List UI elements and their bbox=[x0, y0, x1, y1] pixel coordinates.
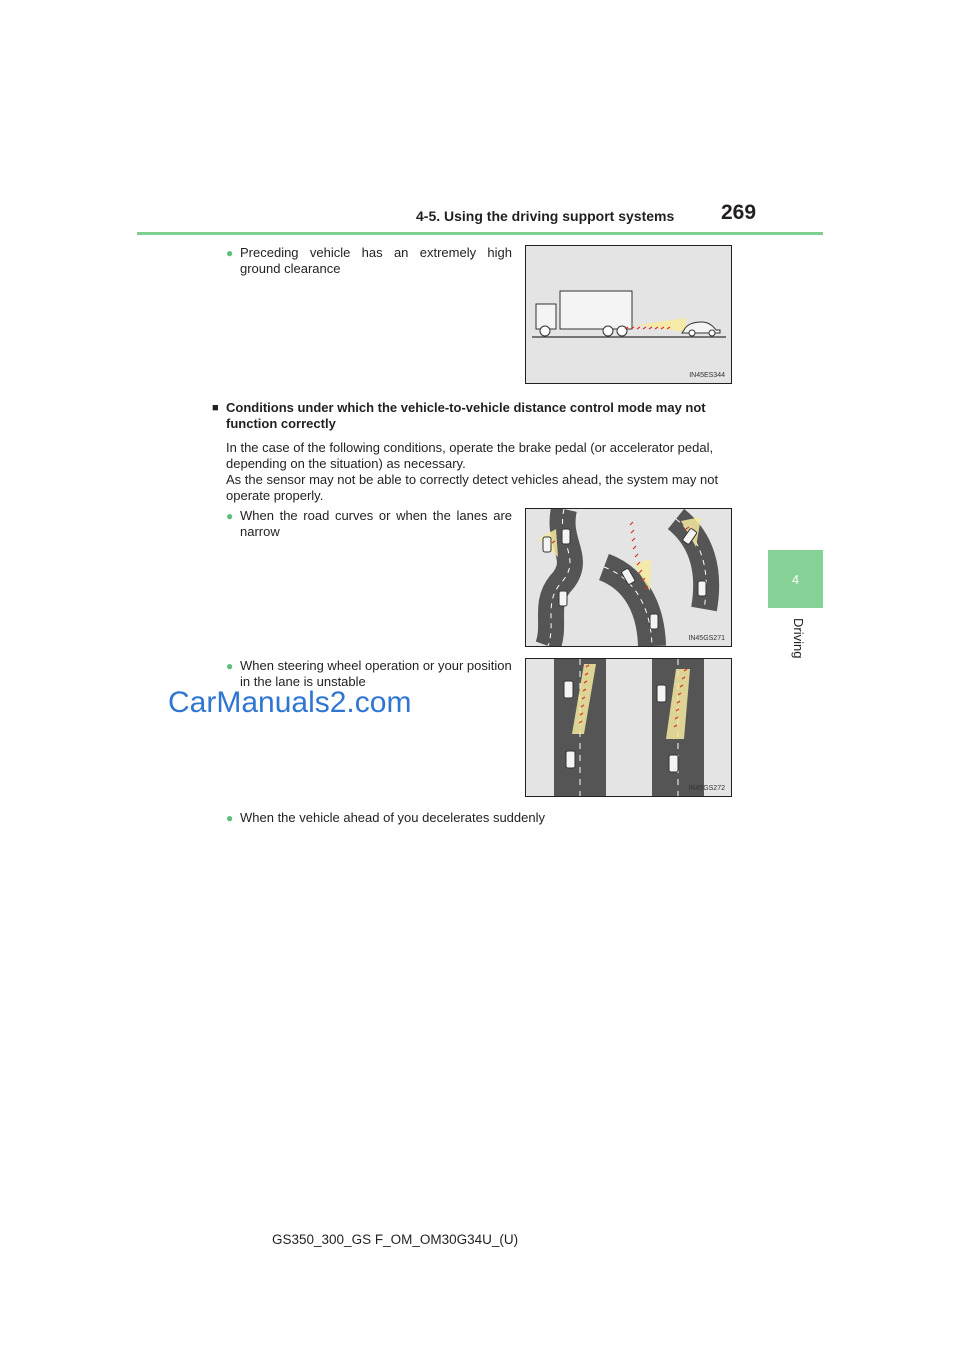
bullet-item-road-curves bbox=[226, 508, 512, 540]
section-body-1: In the case of the following conditions, operate the brake pedal (or accelerator pedal, depending on the situation) as necessary. bbox=[226, 440, 714, 471]
bullet-text: Preceding vehicle has an extremely high ground clearance bbox=[240, 245, 512, 276]
figure-unstable-position bbox=[525, 658, 732, 797]
figure-code: IN45ES344 bbox=[689, 372, 725, 379]
watermark: CarManuals2.com bbox=[168, 686, 412, 719]
figure-code: IN45GS272 bbox=[688, 785, 725, 792]
chapter-tab bbox=[768, 550, 823, 608]
page-number: 269 bbox=[721, 201, 757, 224]
bullet-item-ground-clearance bbox=[226, 245, 512, 277]
figure-high-ground-clearance bbox=[525, 245, 732, 384]
circle-bullet-icon: ● bbox=[226, 246, 234, 260]
figure-curved-roads bbox=[525, 508, 732, 647]
footer-code: GS350_300_GS F_OM_OM30G34U_(U) bbox=[272, 1232, 519, 1247]
header-rule bbox=[137, 232, 823, 235]
bullet-text: When the vehicle ahead of you decelerates suddenly bbox=[240, 810, 545, 825]
bullet-text: When steering wheel operation or your position in the lane is unstable bbox=[240, 658, 512, 689]
conditions-section bbox=[212, 400, 752, 504]
chapter-label: Driving bbox=[791, 618, 806, 659]
circle-bullet-icon: ● bbox=[226, 659, 234, 673]
bullet-item-sudden-deceleration bbox=[226, 810, 626, 826]
chapter-number: 4 bbox=[791, 571, 800, 587]
section-heading: Conditions under which the vehicle-to-vehicle distance control mode may not function correctly bbox=[226, 400, 706, 431]
circle-bullet-icon: ● bbox=[226, 811, 234, 825]
bullet-text: When the road curves or when the lanes are narrow bbox=[240, 508, 512, 539]
header-title: 4-5. Using the driving support systems bbox=[416, 208, 675, 224]
square-bullet-icon: ■ bbox=[212, 402, 219, 414]
section-body-2: As the sensor may not be able to correctly detect vehicles ahead, the system may not operate properly. bbox=[226, 472, 719, 503]
circle-bullet-icon: ● bbox=[226, 509, 234, 523]
figure-code: IN45GS271 bbox=[688, 635, 725, 642]
